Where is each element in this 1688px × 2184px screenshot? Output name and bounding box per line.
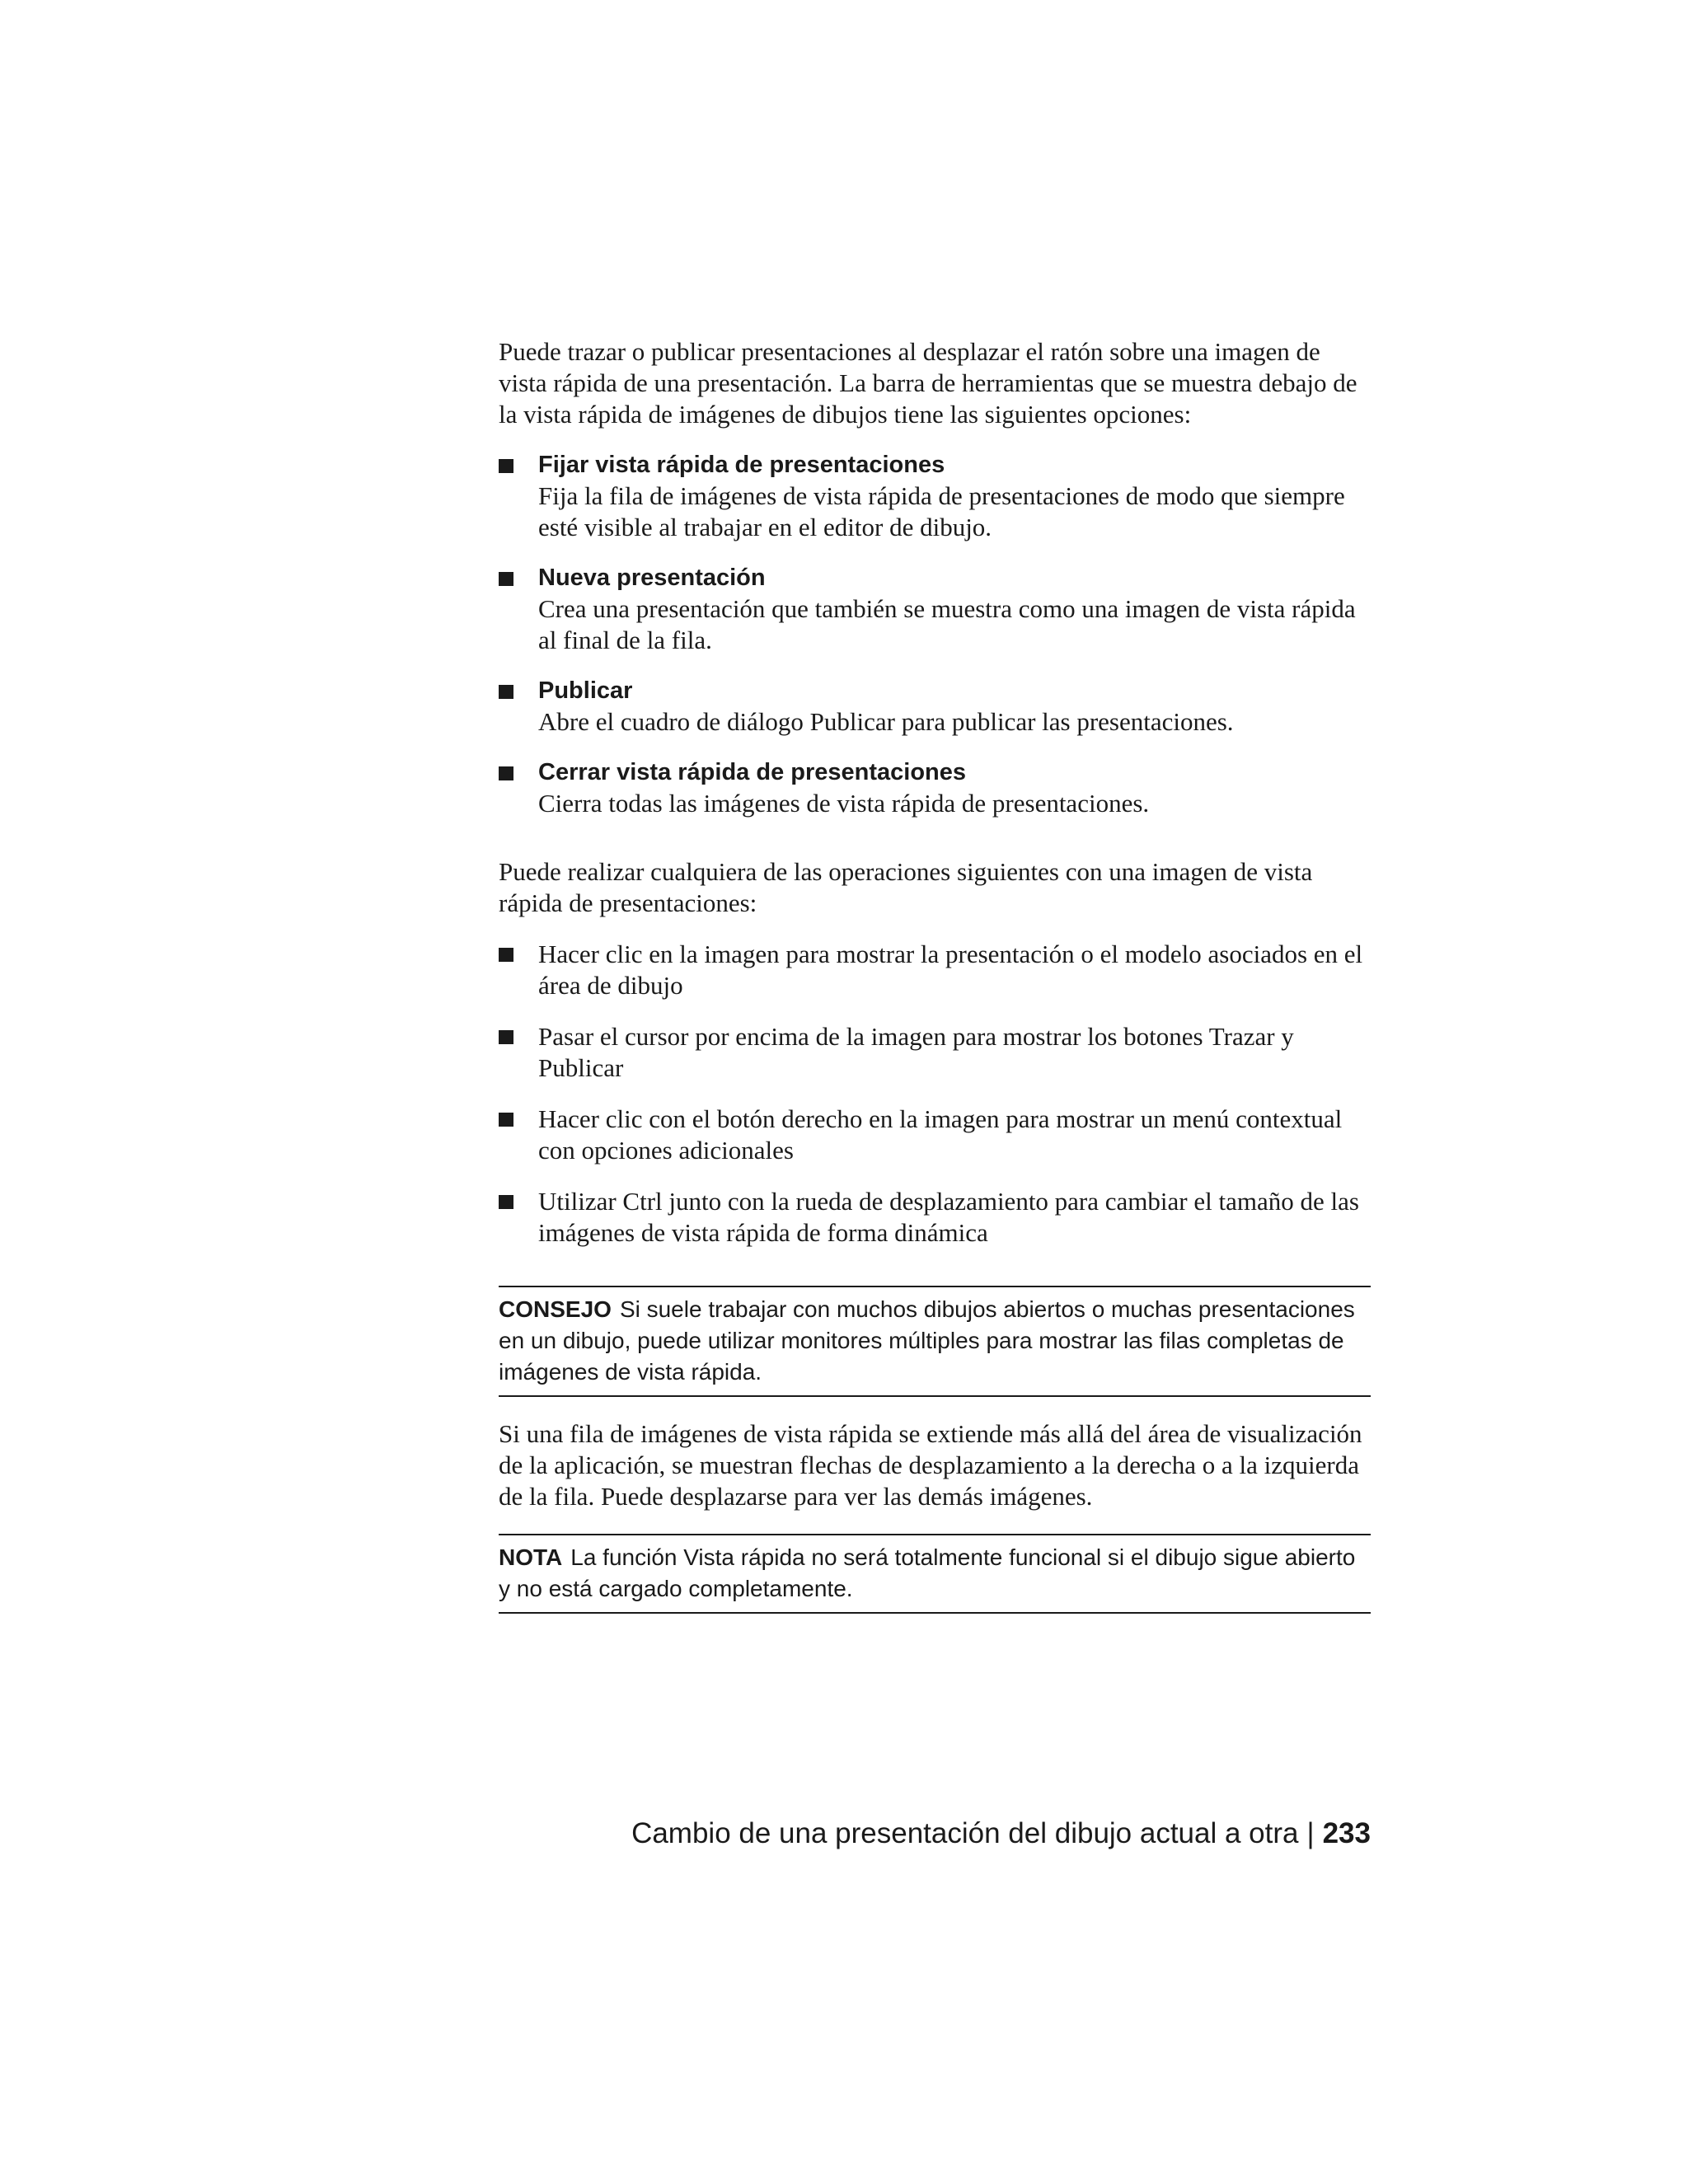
square-bullet-icon [499, 459, 513, 473]
tip-callout [499, 1286, 1371, 1397]
option-title: Nueva presentación [538, 565, 766, 591]
intro-paragraph: Puede trazar o publicar presentaciones al desplazar el ratón sobre una imagen de vista rápida de una presentación. La barra de herramientas que se muestra debajo de la vista rápida de imágenes de dibujos tiene las siguientes opciones: [499, 337, 1357, 429]
operation-text: Utilizar Ctrl junto con la rueda de desplazamiento para cambiar el tamaño de las imágenes de vista rápida de forma dinámica [538, 1187, 1359, 1247]
operation-text: Hacer clic con el botón derecho en la imagen para mostrar un menú contextual con opciones adicionales [538, 1104, 1343, 1165]
square-bullet-icon [499, 572, 513, 586]
operation-text: Hacer clic en la imagen para mostrar la presentación o el modelo asociados en el área de dibujo [538, 940, 1363, 1000]
list-item [499, 1104, 1371, 1166]
note-callout [499, 1534, 1371, 1614]
tip-label: CONSEJO [499, 1296, 612, 1322]
page-footer [631, 1816, 1371, 1852]
list-item [499, 1186, 1371, 1249]
page-content [499, 336, 1371, 1614]
scroll-paragraph: Si una fila de imágenes de vista rápida se extiende más allá del área de visualización de la aplicación, se muestran flechas de desplazamiento a la derecha o a la izquierda de la fila. Puede desplazarse para ver las demás imágenes. [499, 1419, 1362, 1511]
tip-text: Si suele trabajar con muchos dibujos abiertos o muchas presentaciones en un dibujo, puede utilizar monitores múltiples para mostrar las filas completas de imágenes de vista rápida. [499, 1296, 1355, 1385]
option-description: Abre el cuadro de diálogo Publicar para publicar las presentaciones. [538, 707, 1234, 736]
square-bullet-icon [499, 766, 513, 780]
operation-text: Pasar el cursor por encima de la imagen para mostrar los botones Trazar y Publicar [538, 1022, 1294, 1082]
square-bullet-icon [499, 1113, 513, 1127]
operations-list [499, 939, 1371, 1249]
option-title: Cerrar vista rápida de presentaciones [538, 759, 967, 785]
option-title: Fijar vista rápida de presentaciones [538, 452, 945, 478]
list-item [499, 563, 1371, 656]
list-item [499, 1021, 1371, 1084]
footer-section-title: Cambio de una presentación del dibujo actual a otra [631, 1817, 1299, 1849]
operations-intro-paragraph: Puede realizar cualquiera de las operaciones siguientes con una imagen de vista rápida de presentaciones: [499, 857, 1313, 917]
option-title: Publicar [538, 677, 633, 704]
square-bullet-icon [499, 1030, 513, 1044]
page-number: 233 [1322, 1817, 1371, 1849]
footer-separator: | [1306, 1817, 1315, 1849]
note-text: La función Vista rápida no será totalmente funcional si el dibujo sigue abierto y no está cargado completamente. [499, 1544, 1356, 1601]
option-description: Fija la fila de imágenes de vista rápida de presentaciones de modo que siempre esté visible al trabajar en el editor de dibujo. [538, 481, 1345, 541]
toolbar-options-list [499, 450, 1371, 819]
square-bullet-icon [499, 1195, 513, 1209]
square-bullet-icon [499, 685, 513, 699]
square-bullet-icon [499, 948, 513, 962]
list-item [499, 676, 1371, 738]
option-description: Cierra todas las imágenes de vista rápida de presentaciones. [538, 789, 1150, 818]
option-description: Crea una presentación que también se muestra como una imagen de vista rápida al final de la fila. [538, 594, 1356, 654]
list-item [499, 757, 1371, 819]
note-label: NOTA [499, 1544, 563, 1570]
list-item [499, 450, 1371, 543]
list-item [499, 939, 1371, 1001]
